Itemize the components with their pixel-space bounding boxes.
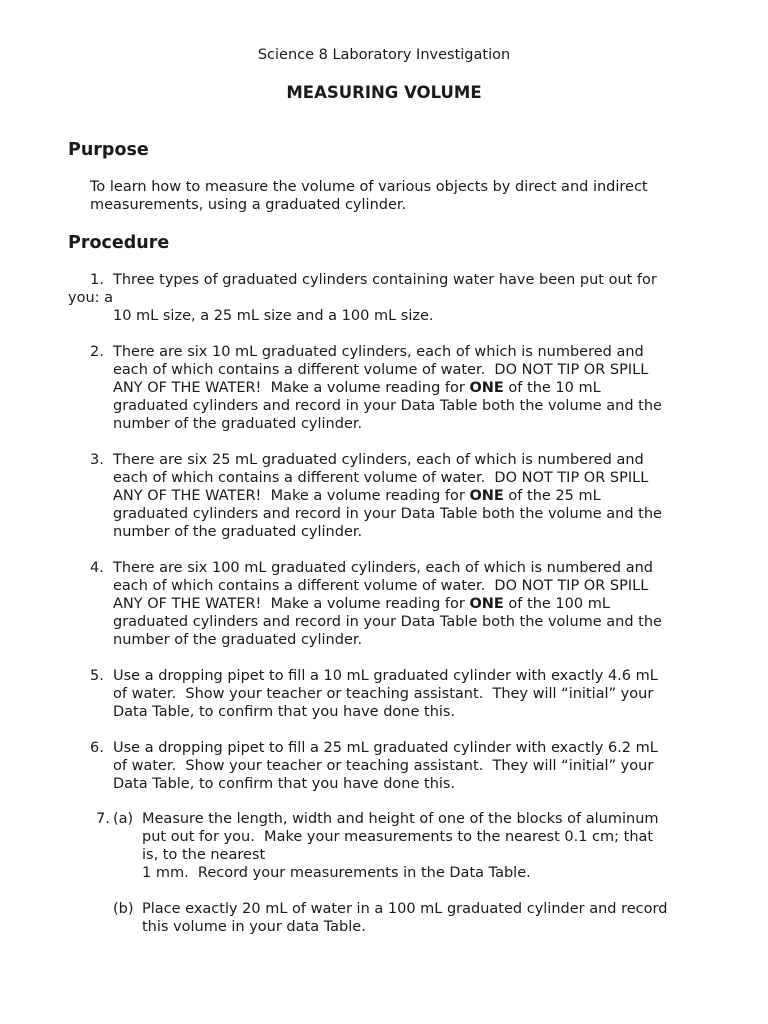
step-1-line-1: Three types of graduated cylinders containing water have been put out for xyxy=(113,272,657,288)
step-3-line-3-pre: ANY OF THE WATER! Make a volume reading for xyxy=(113,488,470,504)
purpose-heading: Purpose xyxy=(68,140,149,160)
step-3-line-3 xyxy=(113,487,601,505)
step-2-number: 2. xyxy=(90,344,104,360)
purpose-line-1: To learn how to measure the volume of various objects by direct and indirect xyxy=(90,179,648,195)
step-1-line-3: 10 mL size, a 25 mL size and a 100 mL size. xyxy=(113,308,434,324)
procedure-heading: Procedure xyxy=(68,233,170,253)
step-7-number: 7. xyxy=(96,811,110,827)
step-5-line-1: Use a dropping pipet to fill a 10 mL graduated cylinder with exactly 4.6 mL xyxy=(113,668,658,684)
step-7a-label: (a) xyxy=(113,811,134,827)
step-2-line-1: There are six 10 mL graduated cylinders, each of which is numbered and xyxy=(113,344,644,360)
step-2-line-3 xyxy=(113,379,601,397)
course-title: Science 8 Laboratory Investigation xyxy=(257,47,511,63)
step-6-number: 6. xyxy=(90,740,104,756)
step-4-line-2: each of which contains a different volume of water. DO NOT TIP OR SPILL xyxy=(113,578,649,594)
purpose-line-2: measurements, using a graduated cylinder. xyxy=(90,197,407,213)
step-2-emphasis: ONE xyxy=(469,380,504,396)
step-6-line-1: Use a dropping pipet to fill a 25 mL graduated cylinder with exactly 6.2 mL xyxy=(113,740,658,756)
step-7a-line-3: is, to the nearest xyxy=(142,847,266,863)
step-3-line-3-post: of the 25 mL xyxy=(503,488,601,504)
page-title: MEASURING VOLUME xyxy=(286,83,482,102)
step-7a-line-4: 1 mm. Record your measurements in the Data Table. xyxy=(142,865,531,881)
step-1-line-2: you: a xyxy=(68,290,114,306)
step-2-line-4: graduated cylinders and record in your Data Table both the volume and the xyxy=(113,398,662,414)
step-4-line-4: graduated cylinders and record in your Data Table both the volume and the xyxy=(113,614,662,630)
step-3-emphasis: ONE xyxy=(469,488,504,504)
step-2-line-2: each of which contains a different volume of water. DO NOT TIP OR SPILL xyxy=(113,362,649,378)
step-4-emphasis: ONE xyxy=(469,596,504,612)
step-4-line-1: There are six 100 mL graduated cylinders, each of which is numbered and xyxy=(113,560,653,576)
step-7a-line-1: Measure the length, width and height of one of the blocks of aluminum xyxy=(142,811,659,827)
step-4-line-3 xyxy=(113,595,610,613)
step-3-line-1: There are six 25 mL graduated cylinders, each of which is numbered and xyxy=(113,452,644,468)
step-7a-line-2: put out for you. Make your measurements to the nearest 0.1 cm; that xyxy=(142,829,654,845)
step-6-line-3: Data Table, to confirm that you have done this. xyxy=(113,776,456,792)
step-1-number: 1. xyxy=(90,272,104,288)
step-4-line-3-pre: ANY OF THE WATER! Make a volume reading for xyxy=(113,596,470,612)
step-4-number: 4. xyxy=(90,560,104,576)
step-4-line-3-post: of the 100 mL xyxy=(503,596,610,612)
step-2-line-3-pre: ANY OF THE WATER! Make a volume reading for xyxy=(113,380,470,396)
step-4-line-5: number of the graduated cylinder. xyxy=(113,632,363,648)
step-2-line-5: number of the graduated cylinder. xyxy=(113,416,363,432)
step-6-line-2: of water. Show your teacher or teaching assistant. They will “initial” your xyxy=(113,758,654,774)
step-5-line-3: Data Table, to confirm that you have done this. xyxy=(113,704,456,720)
step-3-number: 3. xyxy=(90,452,104,468)
step-3-line-5: number of the graduated cylinder. xyxy=(113,524,363,540)
step-5-number: 5. xyxy=(90,668,104,684)
step-7b-line-1: Place exactly 20 mL of water in a 100 mL graduated cylinder and record xyxy=(142,901,668,917)
step-2-line-3-post: of the 10 mL xyxy=(503,380,601,396)
step-3-line-2: each of which contains a different volume of water. DO NOT TIP OR SPILL xyxy=(113,470,649,486)
step-5-line-2: of water. Show your teacher or teaching assistant. They will “initial” your xyxy=(113,686,654,702)
step-7b-label: (b) xyxy=(113,901,134,917)
step-3-line-4: graduated cylinders and record in your Data Table both the volume and the xyxy=(113,506,662,522)
step-7b-line-2: this volume in your data Table. xyxy=(142,919,366,935)
